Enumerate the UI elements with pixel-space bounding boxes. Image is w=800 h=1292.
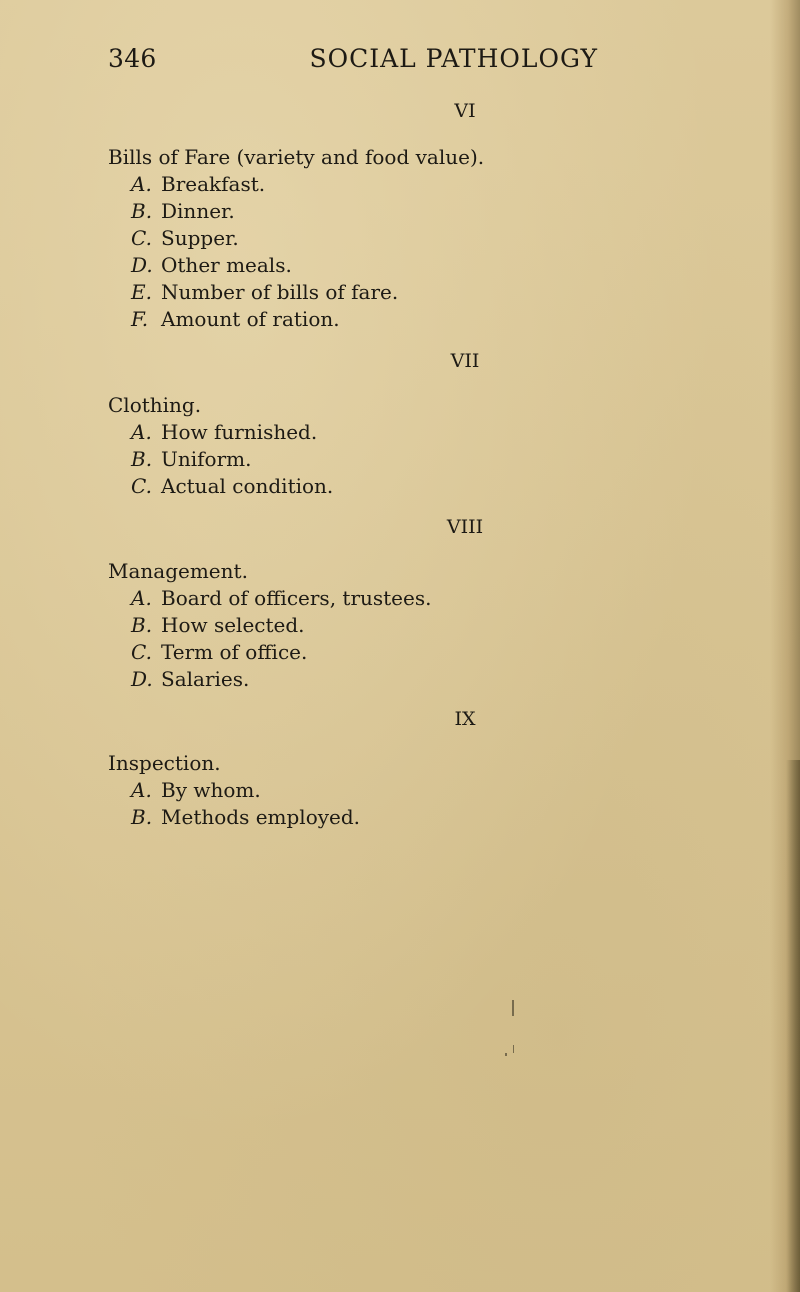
section-numeral-ix: IX: [454, 708, 476, 730]
item-letter: C.: [131, 474, 152, 498]
list-item: [131, 199, 235, 223]
list-item: [131, 172, 265, 196]
list-item: [131, 307, 340, 331]
section-title-bills-of-fare: Bills of Fare (variety and food value).: [108, 145, 485, 169]
item-text: Board of officers, trustees.: [161, 586, 432, 610]
page-header: [108, 44, 598, 84]
list-item: [131, 805, 360, 829]
item-text: Amount of ration.: [161, 307, 340, 331]
item-letter: A.: [131, 420, 152, 444]
page-number: 346: [108, 44, 157, 73]
item-letter: E.: [131, 280, 152, 304]
list-item: [131, 474, 333, 498]
item-text: Breakfast.: [161, 172, 266, 196]
section-title-inspection: Inspection.: [108, 751, 221, 775]
list-item: [131, 640, 307, 664]
paper-speck: [512, 1000, 514, 1016]
section-numeral-vii: VII: [450, 350, 480, 372]
item-letter: C.: [131, 226, 152, 250]
item-text: Salaries.: [161, 667, 250, 691]
item-text: Supper.: [161, 226, 239, 250]
item-letter: A.: [131, 172, 152, 196]
item-letter: B.: [131, 199, 153, 223]
list-item: [131, 253, 292, 277]
paper-speck: [513, 1045, 514, 1053]
item-text: Other meals.: [161, 253, 292, 277]
item-text: Methods employed.: [161, 805, 361, 829]
item-text: Actual condition.: [161, 474, 334, 498]
section-numeral-vi: VI: [454, 100, 476, 122]
item-letter: A.: [131, 778, 152, 802]
list-item: [131, 447, 251, 471]
item-letter: B.: [131, 805, 153, 829]
item-letter: F.: [131, 307, 149, 331]
item-letter: B.: [131, 613, 153, 637]
item-letter: C.: [131, 640, 152, 664]
page-edge-darkening: [786, 760, 800, 1292]
item-text: How furnished.: [161, 420, 318, 444]
list-item: [131, 586, 431, 610]
item-letter: A.: [131, 586, 152, 610]
section-title-management: Management.: [108, 559, 248, 583]
item-text: Uniform.: [161, 447, 252, 471]
list-item: [131, 778, 261, 802]
section-title-clothing: Clothing.: [108, 393, 202, 417]
item-text: By whom.: [161, 778, 261, 802]
list-item: [131, 667, 249, 691]
item-letter: D.: [131, 667, 153, 691]
paper-speck: [505, 1053, 507, 1056]
item-letter: B.: [131, 447, 153, 471]
item-text: Dinner.: [161, 199, 235, 223]
list-item: [131, 280, 398, 304]
running-title: SOCIAL PATHOLOGY: [309, 44, 598, 73]
list-item: [131, 226, 239, 250]
item-text: How selected.: [161, 613, 305, 637]
section-numeral-viii: VIII: [446, 516, 484, 538]
item-text: Term of office.: [161, 640, 308, 664]
item-letter: D.: [131, 253, 153, 277]
item-text: Number of bills of fare.: [161, 280, 399, 304]
list-item: [131, 613, 305, 637]
list-item: [131, 420, 317, 444]
